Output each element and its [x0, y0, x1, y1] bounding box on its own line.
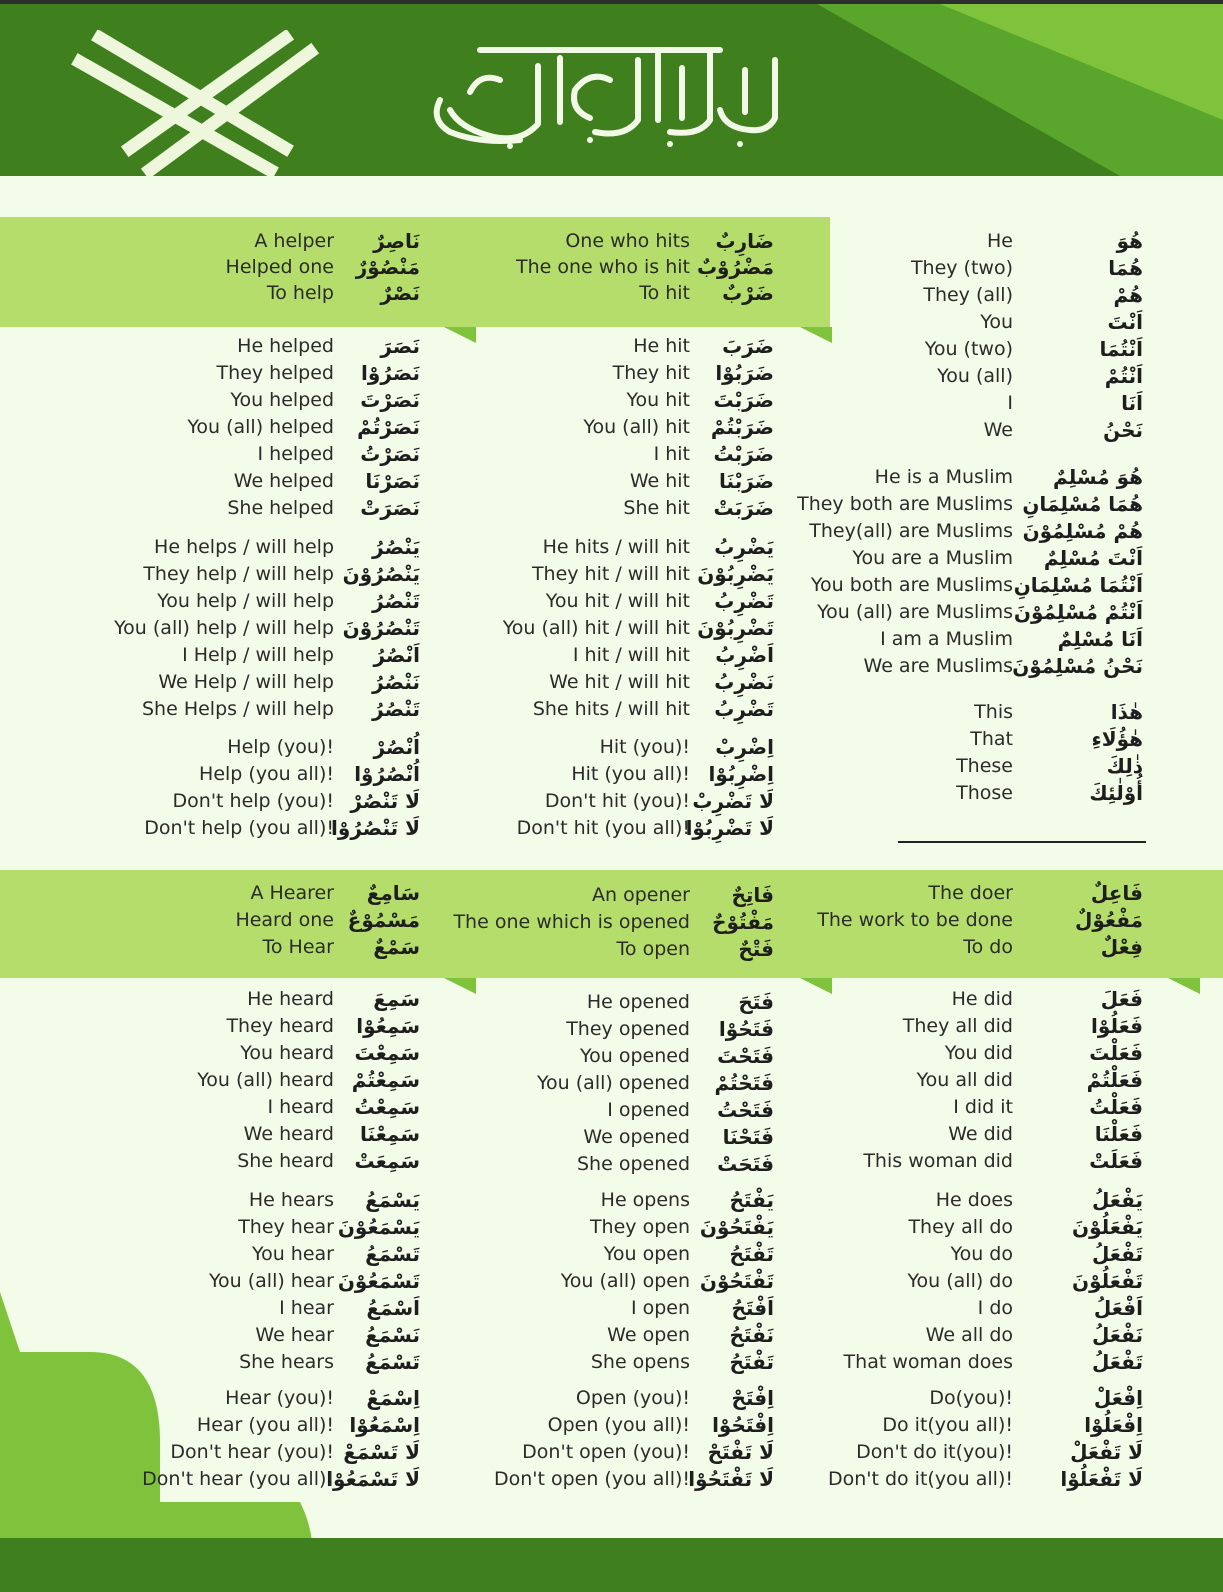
english-translation: Hear (you all)! [196, 1414, 334, 1436]
english-translation: You (all) hit [583, 416, 690, 438]
english-translation: They all did [902, 1015, 1013, 1037]
arabic-word: ضَرَبْتُمْ [710, 415, 774, 439]
band-corner [444, 978, 476, 994]
arabic-word: يَسْمَعُوْنَ [337, 1215, 420, 1239]
english-translation: She helped [227, 497, 334, 519]
arabic-word: تَسْمَعُ [365, 1242, 420, 1266]
arabic-word: ضَرَبَ [722, 334, 774, 358]
arabic-word: سَمِعْنَا [359, 1122, 420, 1146]
english-translation: To hit [639, 282, 690, 304]
arabic-word: هٰذَا [1110, 700, 1143, 724]
arabic-word: يَضْرِبُوْنَ [697, 562, 774, 586]
english-translation: A helper [254, 230, 334, 252]
english-translation: She opens [590, 1351, 690, 1373]
arabic-word: اَنْصُرُ [373, 643, 420, 667]
english-translation: I do [977, 1297, 1013, 1319]
english-translation: You did [944, 1042, 1013, 1064]
english-translation: A Hearer [250, 882, 334, 904]
arabic-word: مَفْعُوْلٌ [1075, 908, 1143, 932]
english-translation: You (all) open [560, 1270, 690, 1292]
arabic-word: تَضْرِبُ [714, 697, 774, 721]
footer-bar [0, 1538, 1223, 1592]
english-translation: He does [935, 1189, 1013, 1211]
arabic-word: فَعَلْتَ [1089, 1041, 1143, 1065]
arabic-word: اُنْصُرْ [373, 735, 420, 759]
band-corner [800, 327, 832, 343]
arabic-word: اِفْتَحْ [731, 1386, 774, 1410]
english-translation: Don't open (you)! [522, 1441, 690, 1463]
arabic-word: فَاعِلٌ [1090, 881, 1143, 905]
english-translation: They heard [226, 1015, 334, 1037]
english-translation: You hit [626, 389, 690, 411]
english-translation: You (all) opened [536, 1072, 690, 1094]
english-translation: They both are Muslims [797, 493, 1013, 515]
english-translation: They open [589, 1216, 690, 1238]
english-translation: He opens [600, 1189, 690, 1211]
english-translation: We hear [255, 1324, 334, 1346]
arabic-word: لَا تَفْتَحُوْا [688, 1467, 774, 1491]
english-translation: We Help / will help [158, 671, 334, 693]
english-translation: Help (you all)! [199, 763, 334, 785]
english-translation: We did [948, 1123, 1013, 1145]
arabic-word: تَفْتَحُ [729, 1350, 774, 1374]
english-translation: We open [607, 1324, 690, 1346]
arabic-word: اَنْتُمْ [1104, 364, 1143, 388]
english-translation: Those [956, 782, 1013, 804]
english-translation: He heard [247, 988, 334, 1010]
arabic-word: اَنْتُمْ مُسْلِمُوْنَ [1013, 600, 1143, 624]
arabic-word: هُوَ [1116, 229, 1143, 253]
english-translation: Don't hit (you)! [544, 790, 690, 812]
english-translation: Don't do it(you)! [856, 1441, 1013, 1463]
arabic-word: نَصَرْتَ [360, 388, 420, 412]
english-translation: These [956, 755, 1013, 777]
arabic-word: أُوْلٰئِكَ [1089, 781, 1143, 805]
english-translation: I hear [279, 1297, 334, 1319]
english-translation: He is a Muslim [874, 466, 1013, 488]
english-translation: This woman did [863, 1150, 1013, 1172]
arabic-word: تَنْصُرُ [372, 697, 420, 721]
english-translation: You helped [230, 389, 334, 411]
arabic-word: هُوَ مُسْلِمٌ [1053, 465, 1143, 489]
top-border [0, 0, 1223, 4]
english-translation: You (two) [924, 338, 1013, 360]
english-translation: I am a Muslim [880, 628, 1013, 650]
arabic-word: سَمِعَ [373, 987, 420, 1011]
english-translation: That [970, 728, 1013, 750]
arabic-word: فَتَحْتُمْ [714, 1071, 774, 1095]
band-corner [800, 978, 832, 994]
english-translation: Helped one [225, 256, 334, 278]
arabic-word: تَضْرِبُوْنَ [697, 616, 774, 640]
english-translation: He hit [633, 335, 690, 357]
arabic-word: اَنْتَ [1107, 310, 1143, 334]
arabic-word: فَتَحَتْ [717, 1152, 774, 1176]
english-translation: This [974, 701, 1013, 723]
arabic-word: اَسْمَعُ [366, 1296, 420, 1320]
arabic-word: فَتَحْتُ [717, 1098, 774, 1122]
english-translation: You (all) hear [208, 1270, 334, 1292]
english-translation: I hit [653, 443, 690, 465]
english-translation: To open [616, 938, 690, 960]
english-translation: They all do [908, 1216, 1013, 1238]
arabic-word: تَنْصُرُوْنَ [342, 616, 420, 640]
arabic-word: هُمَا مُسْلِمَانِ [1022, 492, 1143, 516]
english-translation: Don't help (you all)! [144, 817, 334, 839]
arabic-word: يَسْمَعُ [365, 1188, 420, 1212]
arabic-word: فَعَلْنَا [1094, 1122, 1143, 1146]
english-translation: I did it [953, 1096, 1013, 1118]
arabic-word: سَمِعْتُ [354, 1095, 420, 1119]
english-translation: Open (you all)! [547, 1414, 690, 1436]
english-translation: To help [266, 282, 334, 304]
arabic-word: اِفْعَلُوْا [1084, 1413, 1143, 1437]
arabic-word: ذٰلِكَ [1106, 754, 1143, 778]
arabic-word: يَفْتَحُ [729, 1188, 774, 1212]
english-translation: Hit (you all)! [571, 763, 690, 785]
english-translation: I hit / will hit [572, 644, 690, 666]
english-translation: Don't hit (you all)! [516, 817, 690, 839]
english-translation: We opened [583, 1126, 690, 1148]
english-translation: You all did [916, 1069, 1013, 1091]
arabic-word: تَفْعَلُ [1091, 1350, 1143, 1374]
arabic-word: نَصَرُوْا [361, 361, 420, 385]
english-translation: Don't hear (you)! [170, 1441, 334, 1463]
english-translation: Do(you)! [929, 1387, 1013, 1409]
english-translation: You (all) help / will help [114, 617, 334, 639]
english-translation: They (all) [923, 284, 1013, 306]
arabic-word: مَنْصُوْرٌ [355, 255, 420, 279]
english-translation: She hears [239, 1351, 334, 1373]
arabic-word: تَفْعَلُ [1091, 1242, 1143, 1266]
english-translation: I open [630, 1297, 690, 1319]
arabic-word: سَمْعٌ [373, 935, 420, 959]
english-translation: They helped [216, 362, 334, 384]
english-translation: They opened [566, 1018, 690, 1040]
english-translation: She hit [623, 497, 690, 519]
english-translation: She Helps / will help [141, 698, 334, 720]
band-corner [444, 327, 476, 343]
arabic-word: سَمِعُوْا [356, 1014, 420, 1038]
arabic-word: لَا تَسْمَعُوْا [326, 1467, 420, 1491]
english-translation: I heard [267, 1096, 334, 1118]
arabic-word: سَمِعَتْ [354, 1149, 420, 1173]
arabic-word: اَنَا مُسْلِمٌ [1057, 627, 1143, 651]
arabic-word: ضَرَبَتْ [713, 496, 774, 520]
english-translation: I helped [257, 443, 334, 465]
arabic-word: تَفْعَلُوْنَ [1072, 1269, 1143, 1293]
arabic-word: اَنْتُمَا مُسْلِمَانِ [1013, 573, 1143, 597]
english-translation: You (all) heard [197, 1069, 334, 1091]
arabic-word: نَاصِرٌ [373, 229, 420, 253]
arabic-word: هٰؤُلَاءِ [1091, 727, 1143, 751]
english-translation: They hit [612, 362, 690, 384]
english-translation: You heard [240, 1042, 334, 1064]
arabic-word: لَا تَفْعَلُوْا [1060, 1467, 1143, 1491]
english-translation: You (all) hit / will hit [502, 617, 690, 639]
arabic-word: اِفْتَحُوْا [712, 1413, 774, 1437]
english-translation: That woman does [843, 1351, 1013, 1373]
arabic-word: يَفْعَلُوْنَ [1072, 1215, 1143, 1239]
english-translation: He opened [586, 991, 690, 1013]
arabic-word: يَنْصُرُ [372, 535, 420, 559]
arabic-word: نَصْرٌ [380, 281, 420, 305]
english-translation: To Hear [262, 936, 334, 958]
english-translation: They(all) are Muslims [809, 520, 1013, 542]
arabic-word: اَنْتُمَا [1099, 337, 1143, 361]
arabic-word: لَا تَسْمَعْ [343, 1440, 420, 1464]
arabic-word: يَنْصُرُوْنَ [342, 562, 420, 586]
section-divider [898, 841, 1146, 843]
arabic-word: سَمِعْتُمْ [351, 1068, 420, 1092]
english-translation: Don't help (you)! [172, 790, 334, 812]
arabic-word: ضَرْبٌ [722, 281, 774, 305]
arabic-word: ضَارِبٌ [715, 229, 774, 253]
english-translation: Hit (you)! [599, 736, 690, 758]
arabic-word: فَتْحٌ [738, 937, 774, 961]
english-translation: You (all) are Muslims [817, 601, 1013, 623]
arabic-word: اُنْصُرُوْا [354, 762, 420, 786]
arabic-word: نَصَرَتْ [360, 496, 420, 520]
english-translation: He hits / will hit [542, 536, 690, 558]
arabic-word: تَنْصُرُ [372, 589, 420, 613]
english-translation: I [1007, 392, 1013, 414]
english-translation: Don't do it(you all)! [827, 1468, 1013, 1490]
arabic-word: نَفْتَحُ [729, 1323, 774, 1347]
english-translation: Heard one [235, 909, 334, 931]
english-translation: They help / will help [143, 563, 334, 585]
arabic-word: سَامِعٌ [366, 881, 420, 905]
arabic-word: اِضْرِبْ [715, 735, 774, 759]
english-translation: You (all) helped [187, 416, 334, 438]
english-translation: They hit / will hit [531, 563, 690, 585]
english-translation: You do [950, 1243, 1013, 1265]
english-translation: You [980, 311, 1013, 333]
arabic-word: اَضْرِبُ [715, 643, 774, 667]
english-translation: The one which is opened [453, 911, 690, 933]
english-translation: An opener [592, 884, 690, 906]
band-corner [1168, 978, 1200, 994]
english-translation: The one who is hit [515, 256, 690, 278]
arabic-word: تَسْمَعُ [365, 1350, 420, 1374]
arabic-word: ضَرَبُوْا [715, 361, 774, 385]
arabic-word: سَمِعْتَ [354, 1041, 420, 1065]
english-translation: Don't open (you all)! [493, 1468, 690, 1490]
english-translation: They hear [238, 1216, 334, 1238]
arabic-word: هُمْ [1113, 283, 1143, 307]
arabic-word: تَفْتَحُوْنَ [699, 1269, 774, 1293]
english-translation: He helps / will help [154, 536, 334, 558]
arabic-word: نَسْمَعُ [365, 1323, 420, 1347]
arabic-word: فَاتِحٌ [731, 883, 774, 907]
english-translation: You (all) do [907, 1270, 1013, 1292]
arabic-word: اِفْعَلْ [1093, 1386, 1143, 1410]
english-translation: We [983, 419, 1013, 441]
english-translation: To do [963, 936, 1013, 958]
english-translation: You help / will help [157, 590, 334, 612]
arabic-word: نَصَرَ [380, 334, 420, 358]
arabic-word: اِسْمَعُوْا [349, 1413, 420, 1437]
arabic-word: فَتَحُوْا [718, 1017, 774, 1041]
arabic-word: فَتَحْتَ [717, 1044, 774, 1068]
arabic-word: اَفْتَحُ [731, 1296, 774, 1320]
arabic-word: مَسْمُوْعٌ [347, 908, 420, 932]
english-translation: He helped [237, 335, 334, 357]
arabic-word: يَفْعَلُ [1091, 1188, 1143, 1212]
arabic-word: تَفْتَحُ [729, 1242, 774, 1266]
arabic-word: تَضْرِبُ [714, 589, 774, 613]
arabic-word: نَحْنُ مُسْلِمُوْنَ [1012, 654, 1143, 678]
header-banner [0, 0, 1223, 176]
english-translation: She heard [237, 1150, 334, 1172]
arabic-word: فِعْلٌ [1100, 935, 1143, 959]
arabic-word: نَضْرِبُ [714, 670, 774, 694]
english-translation: You opened [580, 1045, 690, 1067]
english-translation: Don't hear (you all)! [142, 1468, 334, 1490]
english-translation: She opened [577, 1153, 690, 1175]
arabic-word: اِسْمَعْ [366, 1386, 420, 1410]
arabic-word: فَعَلُوْا [1091, 1014, 1143, 1038]
bismillah-calligraphy [420, 40, 790, 150]
english-translation: You hit / will hit [545, 590, 690, 612]
arabic-word: نَصَرْتُمْ [357, 415, 420, 439]
arabic-word: فَعَلَتْ [1089, 1149, 1143, 1173]
english-translation: Help (you)! [227, 736, 334, 758]
open-quran-icon [70, 30, 330, 176]
english-translation: You hear [252, 1243, 334, 1265]
arabic-word: ضَرَبْنَا [719, 469, 774, 493]
english-translation: You are a Muslim [852, 547, 1013, 569]
arabic-word: يَفْتَحُوْنَ [699, 1215, 774, 1239]
arabic-word: هُمْ مُسْلِمُوْنَ [1022, 519, 1143, 543]
english-translation: You (all) [937, 365, 1013, 387]
english-translation: We helped [233, 470, 334, 492]
arabic-word: اِضْرِبُوْا [708, 762, 774, 786]
arabic-word: لَا تَضْرِبُوْا [685, 816, 774, 840]
arabic-word: مَضْرُوْبٌ [696, 255, 774, 279]
arabic-word: فَعَلَ [1100, 987, 1143, 1011]
english-translation: The doer [928, 882, 1013, 904]
arabic-word: نَصَرْنَا [365, 469, 420, 493]
arabic-word: فَتَحْنَا [722, 1125, 774, 1149]
arabic-word: مَفْتُوْحٌ [712, 910, 774, 934]
english-translation: We hit [629, 470, 690, 492]
arabic-word: هُمَا [1108, 256, 1143, 280]
arabic-word: لَا تَفْعَلْ [1070, 1440, 1143, 1464]
arabic-word: ضَرَبْتَ [713, 388, 774, 412]
english-translation: We hit / will hit [549, 671, 690, 693]
english-translation: The work to be done [817, 909, 1013, 931]
arabic-word: تَسْمَعُوْنَ [337, 1269, 420, 1293]
english-translation: One who hits [565, 230, 690, 252]
arabic-word: لَا تَضْرِبْ [692, 789, 774, 813]
english-translation: Open (you)! [575, 1387, 690, 1409]
english-translation: She hits / will hit [532, 698, 690, 720]
english-translation: You open [603, 1243, 690, 1265]
arabic-word: اَفْعَلُ [1093, 1296, 1143, 1320]
english-translation: We all do [925, 1324, 1013, 1346]
english-translation: He did [951, 988, 1013, 1010]
arabic-word: نَصَرْتُ [360, 442, 420, 466]
arabic-word: اَنَا [1121, 391, 1143, 415]
english-translation: Hear (you)! [225, 1387, 334, 1409]
arabic-word: نَحْنُ [1103, 418, 1143, 442]
english-translation: I Help / will help [182, 644, 334, 666]
arabic-word: فَعَلْتُمْ [1086, 1068, 1143, 1092]
english-translation: We are Muslims [863, 655, 1013, 677]
arabic-word: لَا تَنْصُرْ [350, 789, 420, 813]
english-translation: We heard [243, 1123, 334, 1145]
arabic-word: فَتَحَ [738, 990, 774, 1014]
arabic-word: لَا تَنْصُرُوْا [331, 816, 420, 840]
arabic-word: نَنْصُرُ [372, 670, 420, 694]
arabic-word: نَفْعَلُ [1091, 1323, 1143, 1347]
english-translation: Do it(you all)! [882, 1414, 1013, 1436]
english-translation: I opened [607, 1099, 690, 1121]
english-translation: You both are Muslims [810, 574, 1013, 596]
arabic-word: ضَرَبْتُ [713, 442, 774, 466]
english-translation: He hears [248, 1189, 334, 1211]
arabic-word: لَا تَفْتَحْ [707, 1440, 774, 1464]
arabic-word: فَعَلْتُ [1089, 1095, 1143, 1119]
english-translation: They (two) [910, 257, 1013, 279]
arabic-word: اَنْتَ مُسْلِمٌ [1043, 546, 1143, 570]
english-translation: He [987, 230, 1013, 252]
arabic-word: يَضْرِبُ [714, 535, 774, 559]
